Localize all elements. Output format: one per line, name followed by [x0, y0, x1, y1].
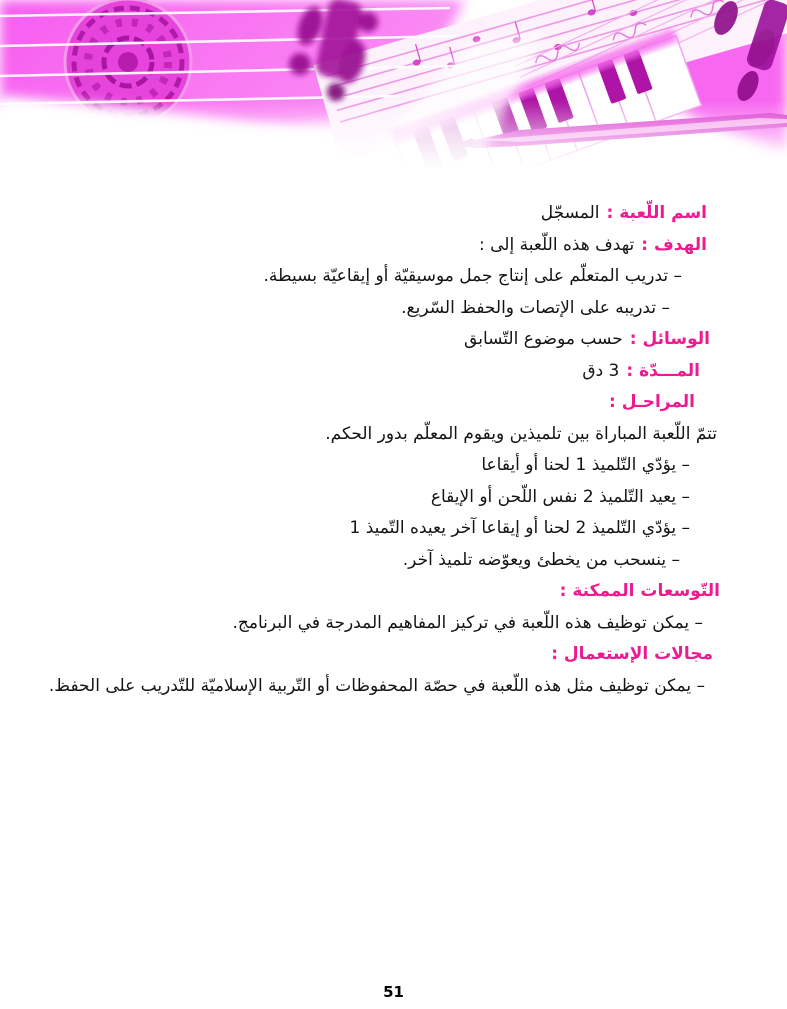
- usage-bullet: [50, 671, 705, 703]
- bottom-fade: [0, 42, 787, 172]
- stage-bullet-2: [50, 482, 690, 514]
- bullet-text: – تدريبه على الإتصات والحفظ السّريع.: [401, 297, 670, 318]
- stages-intro-line: [50, 419, 717, 451]
- bullet-text: – يؤدّي التّلميذ 1 لحنا أو أيقاعا: [481, 455, 690, 475]
- extensions-bullet: [50, 608, 703, 640]
- stage-bullet-1: [50, 450, 690, 482]
- stages-intro-text: تتمّ اللّعبة المباراة بين تلميذين ويقوم المعلّم بدور الحكم.: [325, 423, 717, 444]
- stage-bullet-4: [50, 545, 680, 577]
- objective-line: [50, 230, 707, 262]
- bullet-text: – يؤدّي التّلميذ 2 لحنا أو إيقاعا آخر يعيده التّميذ 1: [349, 518, 690, 538]
- header-collage-art: [0, 0, 787, 172]
- objective-bullet-2: [50, 293, 670, 325]
- field-label-objective: الهدف :: [641, 234, 707, 255]
- duration-line: [50, 356, 700, 388]
- stage-bullet-3: [50, 513, 690, 545]
- game-description: [50, 198, 720, 702]
- field-label-duration: المـــدّة :: [626, 360, 700, 381]
- field-label-usage: مجالات الإستعمال :: [551, 644, 713, 664]
- header-collage: [0, 0, 787, 172]
- bullet-text: – تدريب المتعلّم على إنتاج جمل موسيقيّة أو إيقاعيّة بسيطة.: [263, 266, 682, 286]
- game-name-value: المسجّل: [540, 203, 600, 223]
- field-label-game-name: اسم اللّعبة :: [606, 203, 707, 223]
- objective-value: تهدف هذه اللّعبة إلى :: [478, 234, 635, 255]
- bullet-text: – يمكن توظيف مثل هذه اللّعبة في حصّة المحفوظات أو التّربية الإسلاميّة للتّدريب على الحفظ.: [48, 675, 705, 696]
- materials-value: حسب موضوع التّسابق: [464, 329, 623, 349]
- page-number: 51: [383, 983, 404, 1001]
- bullet-text: – يمكن توظيف هذه اللّعبة في تركيز المفاهيم المدرجة في البرنامج.: [232, 612, 703, 633]
- duration-value: 3 دق: [582, 360, 620, 381]
- field-label-stages: المراحـل :: [609, 392, 695, 412]
- stages-heading: [50, 387, 695, 419]
- extensions-heading: [50, 576, 720, 608]
- field-label-extensions: التّوسعات الممكنة :: [559, 581, 720, 601]
- materials-line: [50, 324, 710, 356]
- objective-bullet-1: [50, 261, 682, 293]
- game-name-line: [50, 198, 707, 230]
- field-label-materials: الوسائل :: [629, 329, 710, 349]
- usage-heading: [50, 639, 713, 671]
- bullet-text: – يعيد التّلميذ 2 نفس اللّحن أو الإيقاع: [430, 486, 690, 507]
- bullet-text: – ينسحب من يخطئ ويعوّضه تلميذ آخر.: [402, 549, 680, 570]
